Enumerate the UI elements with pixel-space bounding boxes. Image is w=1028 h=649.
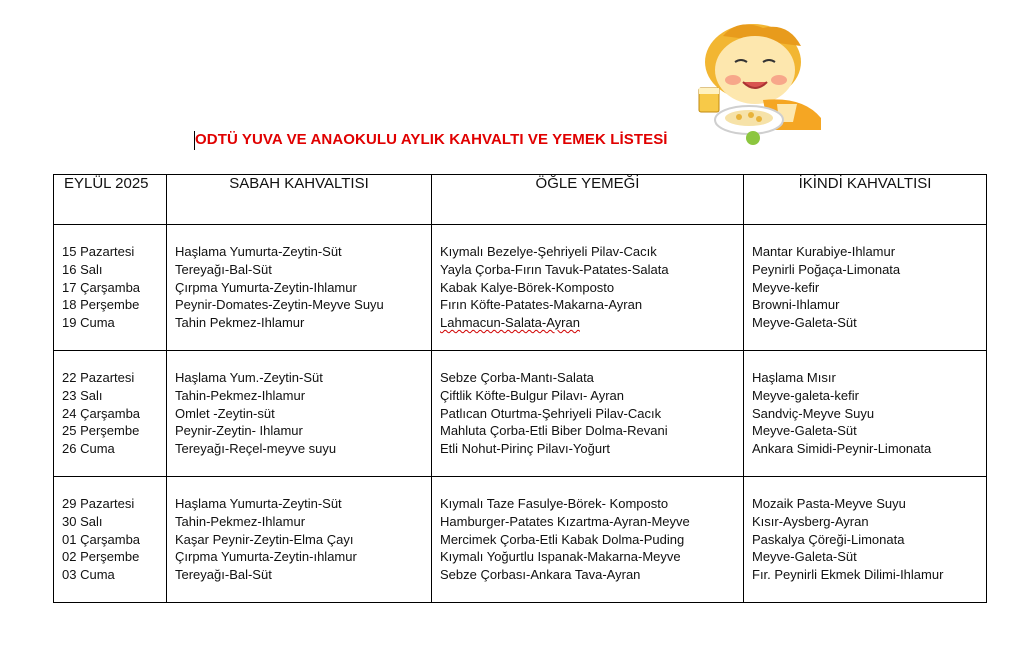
day-label: 29 Pazartesi xyxy=(62,496,135,511)
lunch-cell xyxy=(432,477,744,603)
lunch-item: Mercimek Çorba-Etli Kabak Dolma-Puding xyxy=(440,531,685,547)
afternoon-item: Kısır-Aysberg-Ayran xyxy=(752,513,869,529)
breakfast-item: Omlet -Zeytin-süt xyxy=(175,405,275,421)
afternoon-cell xyxy=(744,225,987,351)
page-title: ODTÜ YUVA VE ANAOKULU AYLIK KAHVALTI VE YEMEK LİSTESİ xyxy=(195,131,668,148)
day-label: 24 Çarşamba xyxy=(62,405,141,421)
breakfast-item: Haşlama Yumurta-Zeytin-Süt xyxy=(175,496,342,511)
afternoon-item: Meyve-kefir xyxy=(752,279,820,295)
lunch-item: Yayla Çorba-Fırın Tavuk-Patates-Salata xyxy=(440,261,669,277)
lunch-item: Sebze Çorba-Mantı-Salata xyxy=(440,370,594,385)
lunch-cell xyxy=(432,225,744,351)
breakfast-item: Tahin-Pekmez-Ihlamur xyxy=(175,513,306,529)
header-breakfast-cell xyxy=(167,175,432,225)
days-cell xyxy=(54,225,167,351)
afternoon-item: Ankara Simidi-Peynir-Limonata xyxy=(752,441,932,457)
breakfast-cell xyxy=(167,477,432,603)
day-label: 17 Çarşamba xyxy=(62,279,141,295)
afternoon-item: Sandviç-Meyve Suyu xyxy=(752,405,875,421)
afternoon-item: Meyve-galeta-kefir xyxy=(752,387,859,403)
day-label: 22 Pazartesi xyxy=(62,370,135,385)
day-label: 23 Salı xyxy=(62,387,103,403)
breakfast-item: Haşlama Yum.-Zeytin-Süt xyxy=(175,370,323,385)
afternoon-item: Mantar Kurabiye-Ihlamur xyxy=(752,244,896,259)
lunch-item: Etli Nohut-Pirinç Pilavı-Yoğurt xyxy=(440,441,611,457)
lunch-cell xyxy=(432,351,744,477)
lunch-item: Mahluta Çorba-Etli Biber Dolma-Revani xyxy=(440,423,668,439)
breakfast-cell xyxy=(167,225,432,351)
afternoon-item: Mozaik Pasta-Meyve Suyu xyxy=(752,496,906,511)
breakfast-item: Peynir-Domates-Zeytin-Meyve Suyu xyxy=(175,297,384,313)
afternoon-cell xyxy=(744,351,987,477)
afternoon-cell xyxy=(744,477,987,603)
breakfast-item: Tereyağı-Reçel-meyve suyu xyxy=(175,441,337,457)
lunch-item: Kıymalı Taze Fasulye-Börek- Komposto xyxy=(440,496,669,511)
breakfast-item: Haşlama Yumurta-Zeytin-Süt xyxy=(175,244,342,259)
menu-table xyxy=(53,174,987,603)
lunch-item: Patlıcan Oturtma-Şehriyeli Pilav-Cacık xyxy=(440,405,662,421)
day-label: 19 Cuma xyxy=(62,315,115,331)
week-row xyxy=(54,477,987,603)
afternoon-item: Haşlama Mısır xyxy=(752,370,836,385)
lunch-item: Fırın Köfte-Patates-Makarna-Ayran xyxy=(440,297,643,313)
lunch-item: Hamburger-Patates Kızartma-Ayran-Meyve xyxy=(440,513,690,529)
header-afternoon: İKİNDİ KAHVALTISI xyxy=(798,175,932,192)
breakfast-item: Kaşar Peynir-Zeytin-Elma Çayı xyxy=(175,531,354,547)
header-lunch: ÖĞLE YEMEĞİ xyxy=(535,175,640,192)
breakfast-item: Tereyağı-Bal-Süt xyxy=(175,567,272,583)
day-label: 26 Cuma xyxy=(62,441,115,457)
lunch-item: Kıymalı Yoğurtlu Ispanak-Makarna-Meyve xyxy=(440,549,681,565)
day-label: 25 Perşembe xyxy=(62,423,140,439)
afternoon-item: Peynirli Poğaça-Limonata xyxy=(752,261,901,277)
day-label: 02 Perşembe xyxy=(62,549,140,565)
lunch-item: Lahmacun-Salata-Ayran xyxy=(440,315,580,331)
afternoon-item: Fır. Peynirli Ekmek Dilimi-Ihlamur xyxy=(752,567,944,583)
week-row xyxy=(54,225,987,351)
afternoon-item: Meyve-Galeta-Süt xyxy=(752,315,857,331)
afternoon-item: Paskalya Çöreği-Limonata xyxy=(752,531,905,547)
day-label: 03 Cuma xyxy=(62,567,115,583)
afternoon-item: Meyve-Galeta-Süt xyxy=(752,423,857,439)
lunch-item: Kabak Kalye-Börek-Komposto xyxy=(440,279,615,295)
header-afternoon-cell xyxy=(744,175,987,225)
header-breakfast: SABAH KAHVALTISI xyxy=(229,175,369,192)
breakfast-item: Peynir-Zeytin- Ihlamur xyxy=(175,423,303,439)
lunch-item: Sebze Çorbası-Ankara Tava-Ayran xyxy=(440,567,641,583)
day-label: 16 Salı xyxy=(62,261,103,277)
day-label: 18 Perşembe xyxy=(62,297,140,313)
afternoon-item: Meyve-Galeta-Süt xyxy=(752,549,857,565)
days-cell xyxy=(54,477,167,603)
child-eating-icon xyxy=(693,18,833,146)
days-cell xyxy=(54,351,167,477)
header-lunch-cell xyxy=(432,175,744,225)
breakfast-item: Çırpma Yumurta-Zeytin-ıhlamur xyxy=(175,549,357,565)
day-label: 01 Çarşamba xyxy=(62,531,141,547)
week-row xyxy=(54,351,987,477)
breakfast-cell xyxy=(167,351,432,477)
header-month-cell xyxy=(54,175,167,225)
lunch-item: Çiftlik Köfte-Bulgur Pilavı- Ayran xyxy=(440,387,624,403)
breakfast-item: Tahin-Pekmez-Ihlamur xyxy=(175,387,306,403)
breakfast-item: Tereyağı-Bal-Süt xyxy=(175,261,272,277)
header-row xyxy=(54,175,987,225)
lunch-item: Kıymalı Bezelye-Şehriyeli Pilav-Cacık xyxy=(440,244,657,259)
day-label: 30 Salı xyxy=(62,513,103,529)
header-month: EYLÜL 2025 xyxy=(64,175,149,192)
afternoon-item: Browni-Ihlamur xyxy=(752,297,840,313)
day-label: 15 Pazartesi xyxy=(62,244,135,259)
breakfast-item: Tahin Pekmez-Ihlamur xyxy=(175,315,305,331)
breakfast-item: Çırpma Yumurta-Zeytin-Ihlamur xyxy=(175,279,357,295)
